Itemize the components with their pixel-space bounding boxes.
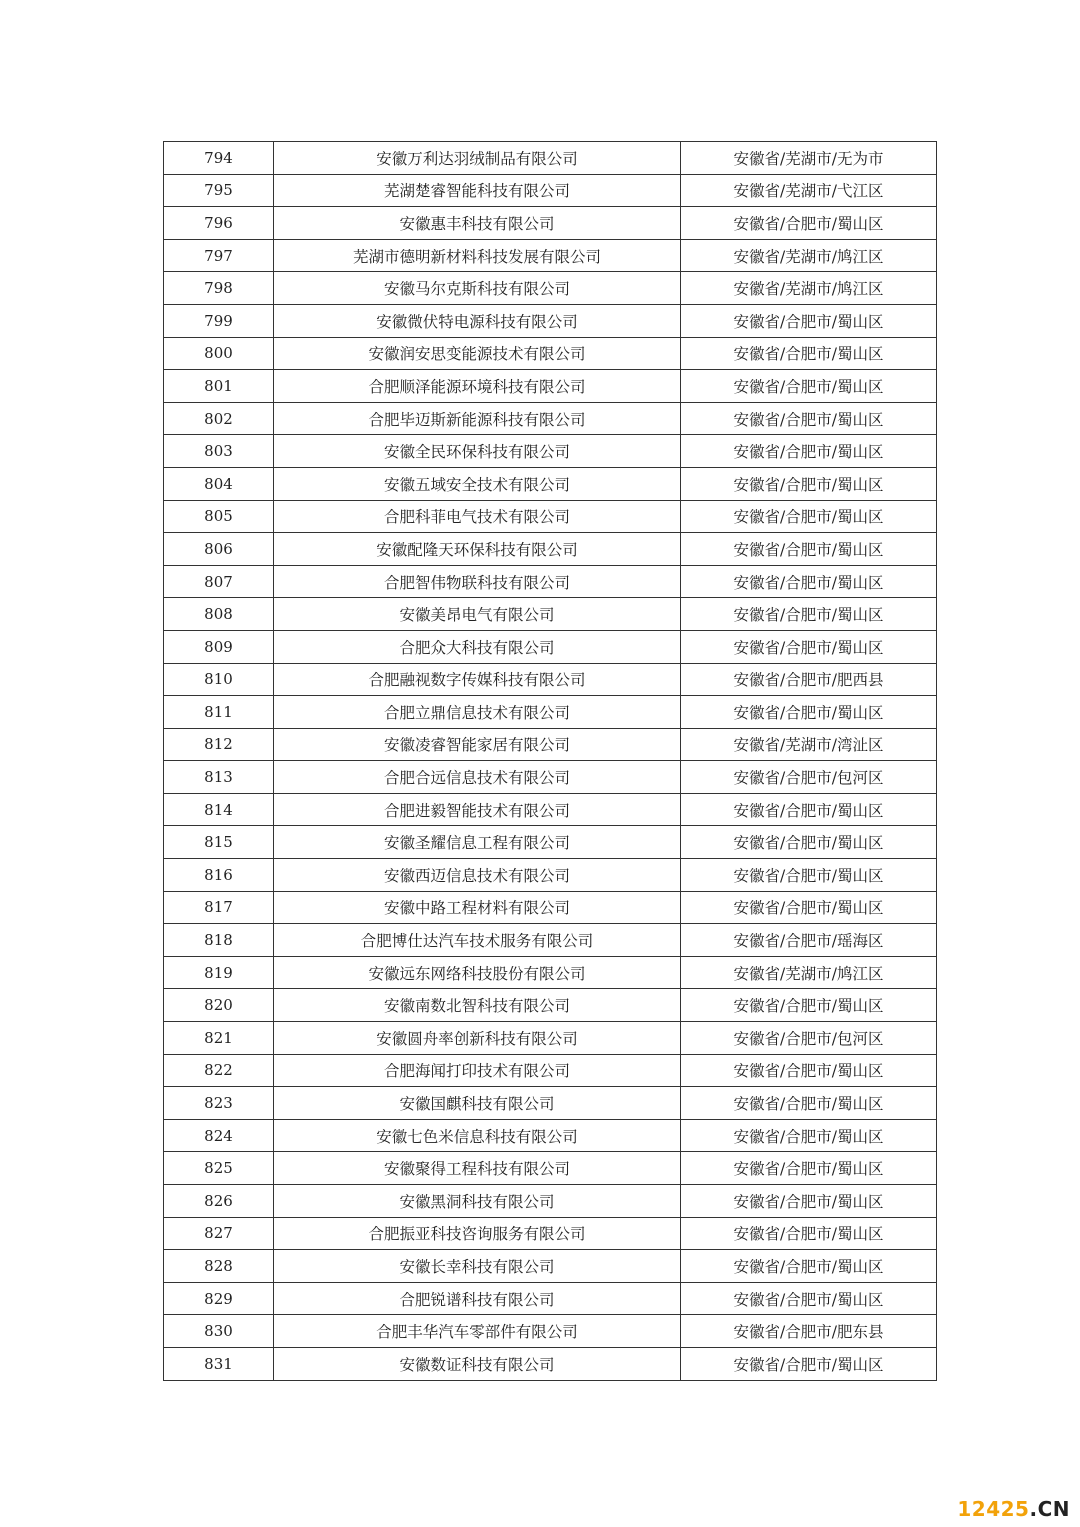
company-name: 合肥振亚科技咨询服务有限公司 [274,1217,681,1250]
row-number: 795 [164,174,274,207]
row-number: 807 [164,565,274,598]
table-row [164,1315,937,1348]
table-row [164,142,937,175]
table-row [164,1250,937,1283]
region: 安徽省/合肥市/蜀山区 [681,989,937,1022]
row-number: 806 [164,533,274,566]
row-number: 808 [164,598,274,631]
company-name: 合肥合远信息技术有限公司 [274,761,681,794]
region: 安徽省/合肥市/蜀山区 [681,500,937,533]
table-row [164,761,937,794]
region: 安徽省/合肥市/蜀山区 [681,1119,937,1152]
company-name: 安徽美昂电气有限公司 [274,598,681,631]
row-number: 831 [164,1347,274,1380]
table-row [164,663,937,696]
region: 安徽省/芜湖市/无为市 [681,142,937,175]
row-number: 796 [164,207,274,240]
row-number: 809 [164,630,274,663]
table-row [164,728,937,761]
region: 安徽省/合肥市/蜀山区 [681,1087,937,1120]
row-number: 812 [164,728,274,761]
row-number: 815 [164,826,274,859]
row-number: 827 [164,1217,274,1250]
region: 安徽省/合肥市/蜀山区 [681,696,937,729]
region: 安徽省/合肥市/蜀山区 [681,1282,937,1315]
table-row [164,174,937,207]
row-number: 810 [164,663,274,696]
region: 安徽省/合肥市/蜀山区 [681,435,937,468]
region: 安徽省/合肥市/蜀山区 [681,826,937,859]
company-name: 合肥丰华汽车零部件有限公司 [274,1315,681,1348]
region: 安徽省/合肥市/蜀山区 [681,1250,937,1283]
company-name: 合肥智伟物联科技有限公司 [274,565,681,598]
row-number: 823 [164,1087,274,1120]
table-row [164,1185,937,1218]
row-number: 822 [164,1054,274,1087]
company-name: 合肥立鼎信息技术有限公司 [274,696,681,729]
company-name: 安徽圣耀信息工程有限公司 [274,826,681,859]
row-number: 801 [164,370,274,403]
company-name: 安徽数证科技有限公司 [274,1347,681,1380]
company-name: 安徽西迈信息技术有限公司 [274,859,681,892]
region: 安徽省/合肥市/肥西县 [681,663,937,696]
table-row [164,272,937,305]
region: 安徽省/合肥市/蜀山区 [681,370,937,403]
row-number: 826 [164,1185,274,1218]
row-number: 828 [164,1250,274,1283]
company-name: 安徽马尔克斯科技有限公司 [274,272,681,305]
company-name: 合肥毕迈斯新能源科技有限公司 [274,402,681,435]
row-number: 811 [164,696,274,729]
table-row [164,1087,937,1120]
row-number: 798 [164,272,274,305]
table-row [164,239,937,272]
region: 安徽省/合肥市/包河区 [681,1022,937,1055]
region: 安徽省/合肥市/蜀山区 [681,1347,937,1380]
region: 安徽省/合肥市/蜀山区 [681,598,937,631]
table-row [164,1119,937,1152]
row-number: 818 [164,924,274,957]
company-name: 安徽七色米信息科技有限公司 [274,1119,681,1152]
table-row [164,1217,937,1250]
region: 安徽省/合肥市/蜀山区 [681,1152,937,1185]
row-number: 814 [164,793,274,826]
region: 安徽省/合肥市/蜀山区 [681,402,937,435]
table-row [164,598,937,631]
table-row [164,924,937,957]
company-name: 安徽黑洞科技有限公司 [274,1185,681,1218]
region: 安徽省/合肥市/蜀山区 [681,207,937,240]
table-row [164,467,937,500]
region: 安徽省/合肥市/蜀山区 [681,1185,937,1218]
row-number: 799 [164,304,274,337]
company-name: 合肥融视数字传媒科技有限公司 [274,663,681,696]
company-name: 合肥众大科技有限公司 [274,630,681,663]
company-name: 合肥顺泽能源环境科技有限公司 [274,370,681,403]
company-name: 安徽圆舟率创新科技有限公司 [274,1022,681,1055]
table-row [164,859,937,892]
region: 安徽省/合肥市/蜀山区 [681,891,937,924]
row-number: 820 [164,989,274,1022]
watermark-domain: .CN [1029,1497,1070,1521]
company-name: 安徽微伏特电源科技有限公司 [274,304,681,337]
table-row [164,304,937,337]
row-number: 824 [164,1119,274,1152]
region: 安徽省/芜湖市/湾沚区 [681,728,937,761]
table-row [164,696,937,729]
region: 安徽省/合肥市/蜀山区 [681,337,937,370]
row-number: 825 [164,1152,274,1185]
table-row [164,533,937,566]
table-row [164,370,937,403]
company-name: 合肥博仕达汽车技术服务有限公司 [274,924,681,957]
table-row [164,989,937,1022]
region: 安徽省/合肥市/蜀山区 [681,859,937,892]
table-row [164,402,937,435]
region: 安徽省/芜湖市/鸠江区 [681,956,937,989]
table-row [164,826,937,859]
table-row [164,1347,937,1380]
region: 安徽省/合肥市/肥东县 [681,1315,937,1348]
table-row [164,500,937,533]
company-name: 安徽聚得工程科技有限公司 [274,1152,681,1185]
region: 安徽省/合肥市/蜀山区 [681,1217,937,1250]
row-number: 813 [164,761,274,794]
region: 安徽省/合肥市/包河区 [681,761,937,794]
company-name: 安徽中路工程材料有限公司 [274,891,681,924]
company-name: 安徽南数北智科技有限公司 [274,989,681,1022]
table-row [164,1152,937,1185]
company-name: 合肥海闻打印技术有限公司 [274,1054,681,1087]
company-name: 安徽远东网络科技股份有限公司 [274,956,681,989]
company-name: 安徽五域安全技术有限公司 [274,467,681,500]
company-name: 安徽凌睿智能家居有限公司 [274,728,681,761]
table-row [164,435,937,468]
row-number: 829 [164,1282,274,1315]
region: 安徽省/合肥市/蜀山区 [681,630,937,663]
table-row [164,207,937,240]
company-name: 芜湖市德明新材料科技发展有限公司 [274,239,681,272]
company-name: 安徽国麒科技有限公司 [274,1087,681,1120]
company-name: 芜湖楚睿智能科技有限公司 [274,174,681,207]
watermark-number: 12425 [957,1497,1030,1521]
company-name: 合肥锐谱科技有限公司 [274,1282,681,1315]
table-row [164,565,937,598]
table-row [164,1282,937,1315]
table-row [164,956,937,989]
site-watermark [957,1497,1070,1521]
company-name: 安徽配隆天环保科技有限公司 [274,533,681,566]
region: 安徽省/芜湖市/鸠江区 [681,239,937,272]
row-number: 802 [164,402,274,435]
row-number: 794 [164,142,274,175]
row-number: 830 [164,1315,274,1348]
region: 安徽省/合肥市/蜀山区 [681,467,937,500]
company-name: 安徽润安思变能源技术有限公司 [274,337,681,370]
table-row [164,337,937,370]
company-name: 安徽长幸科技有限公司 [274,1250,681,1283]
table-row [164,1054,937,1087]
row-number: 805 [164,500,274,533]
table-row [164,630,937,663]
row-number: 819 [164,956,274,989]
row-number: 797 [164,239,274,272]
row-number: 800 [164,337,274,370]
row-number: 804 [164,467,274,500]
company-name: 安徽惠丰科技有限公司 [274,207,681,240]
company-name: 合肥科菲电气技术有限公司 [274,500,681,533]
row-number: 816 [164,859,274,892]
region: 安徽省/芜湖市/弋江区 [681,174,937,207]
company-name: 合肥进毅智能技术有限公司 [274,793,681,826]
table-row [164,891,937,924]
row-number: 817 [164,891,274,924]
region: 安徽省/合肥市/瑶海区 [681,924,937,957]
region: 安徽省/芜湖市/鸠江区 [681,272,937,305]
region: 安徽省/合肥市/蜀山区 [681,1054,937,1087]
table-row [164,1022,937,1055]
region: 安徽省/合肥市/蜀山区 [681,304,937,337]
region: 安徽省/合肥市/蜀山区 [681,793,937,826]
company-name: 安徽全民环保科技有限公司 [274,435,681,468]
table-row [164,793,937,826]
row-number: 803 [164,435,274,468]
company-list-table [163,141,937,1381]
row-number: 821 [164,1022,274,1055]
company-name: 安徽万利达羽绒制品有限公司 [274,142,681,175]
region: 安徽省/合肥市/蜀山区 [681,565,937,598]
region: 安徽省/合肥市/蜀山区 [681,533,937,566]
table-body [164,142,937,1381]
